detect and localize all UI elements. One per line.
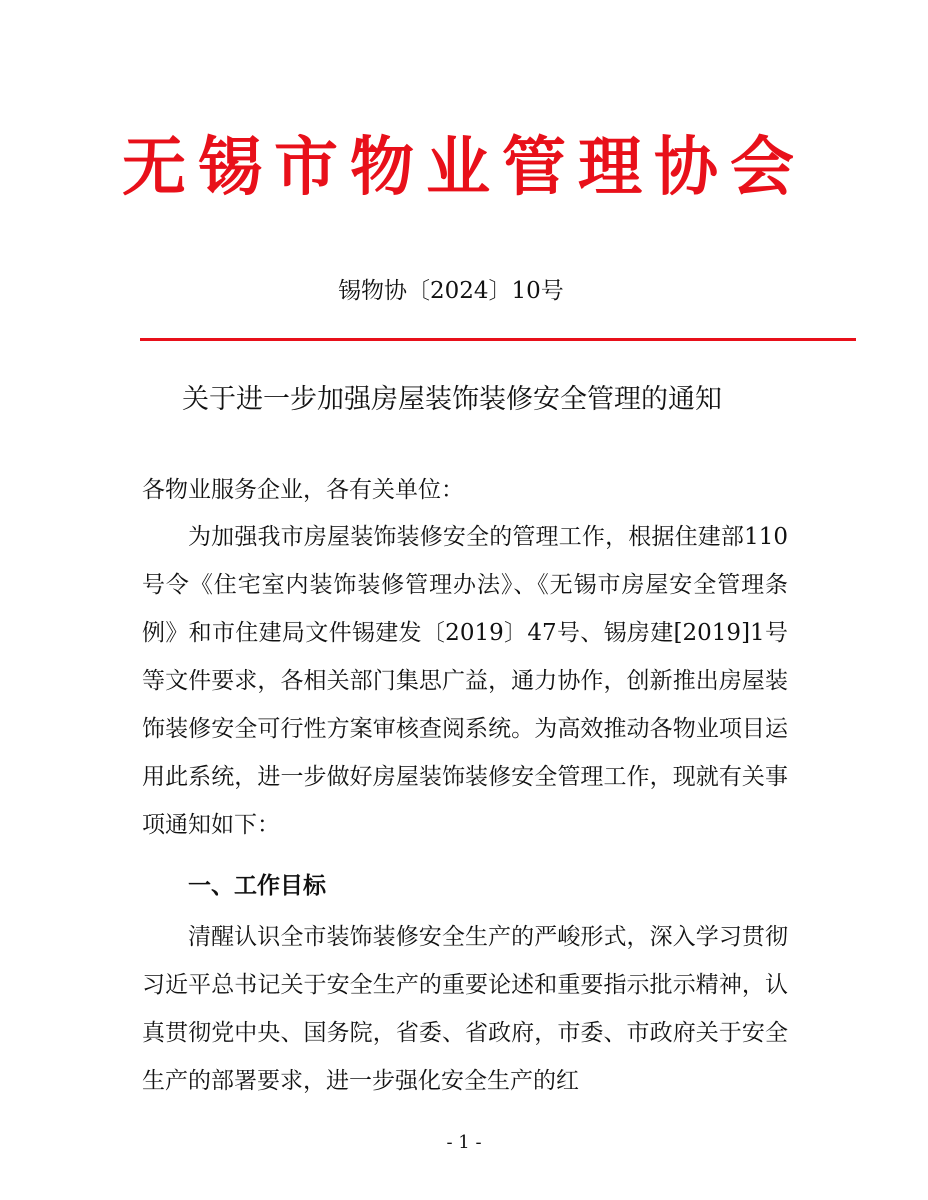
body-paragraph-1: 为加强我市房屋装饰装修安全的管理工作，根据住建部110号令《住宅室内装饰装修管理办法》、《无锡市房屋安全管理条例》和市住建局文件锡建发〔2019〕47号、锡房建[2019]1号等文件要求，各相关部门集思广益，通力协作，创新推出房屋装饰装修安全可行性方案审核查阅系统。为高效推动各物业项目运用此系统，进一步做好房屋装饰装修安全管理工作，现就有关事项通知如下： xyxy=(142,524,788,838)
page-number: - 1 - xyxy=(446,1132,482,1153)
red-divider-line xyxy=(140,338,856,341)
section-heading-1: 一、工作目标 xyxy=(188,873,326,899)
notice-title: 关于进一步加强房屋装饰装修安全管理的通知 xyxy=(182,384,722,415)
salutation: 各物业服务企业，各有关单位： xyxy=(142,477,464,503)
document-number: 锡物协〔2024〕10号 xyxy=(338,278,564,304)
body-paragraph-2: 清醒认识全市装饰装修安全生产的严峻形式，深入学习贯彻习近平总书记关于安全生产的重要论述和重要指示批示精神，认真贯彻党中央、国务院，省委、省政府，市委、市政府关于安全生产的部署要求，进一步强化安全生产的红 xyxy=(142,924,788,1094)
organization-title: 无锡市物业管理协会 xyxy=(122,130,806,205)
